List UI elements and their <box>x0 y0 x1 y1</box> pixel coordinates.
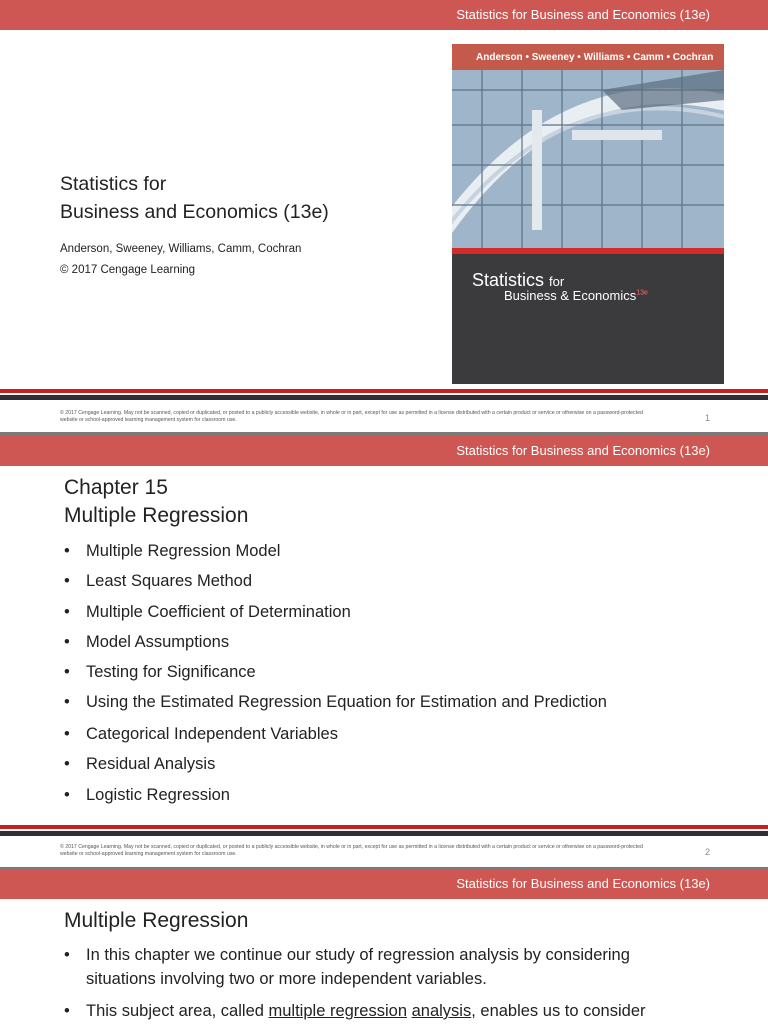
footer-red-line <box>0 389 768 393</box>
chapter-number: Chapter 15 <box>64 476 168 499</box>
footer-copyright: © 2017 Cengage Learning. May not be scanned, copied or duplicated, or posted to a publicly accessible website, in whole or in part, except for use as permitted in a license distributed with a certain product or service or otherwise on a password-protected website or school-approved learning management system for classroom use. <box>60 844 643 857</box>
cover-red-stripe <box>452 248 724 254</box>
list-item: • Categorical Independent Variables <box>64 725 607 755</box>
chapter-title: Multiple Regression <box>64 504 249 527</box>
footer-red-line <box>0 825 768 829</box>
list-item: • Logistic Regression <box>64 786 607 816</box>
cover-header <box>452 44 724 70</box>
header-title: Statistics for Business and Economics (13e) <box>456 876 710 891</box>
slide-title: Multiple Regression <box>64 909 249 932</box>
list-item <box>64 999 704 1023</box>
copyright: © 2017 Cengage Learning <box>60 264 196 276</box>
slide-header-bar <box>0 869 768 899</box>
chapter-heading <box>64 474 248 530</box>
content-list <box>64 943 704 1023</box>
list-item: • Residual Analysis <box>64 755 607 785</box>
page-number: 1 <box>704 413 710 423</box>
footer-dark-line <box>0 395 768 400</box>
topic-list <box>64 542 607 816</box>
cover-authors: Anderson • Sweeney • Williams • Camm • Cochran <box>476 52 714 63</box>
header-title: Statistics for Business and Economics (13e) <box>456 443 710 458</box>
list-item: • Model Assumptions <box>64 633 607 663</box>
term-analysis: analysis <box>411 1002 472 1020</box>
cover-title-sub <box>504 288 648 303</box>
slide-header-bar <box>0 0 768 30</box>
list-item: • Multiple Coefficient of Determination <box>64 603 607 633</box>
slide-1 <box>0 0 768 432</box>
list-item: • Using the Estimated Regression Equation for Estimation and Prediction <box>64 693 607 725</box>
list-item: • In this chapter we continue our study of regression analysis by considering situations involving two or more independent variables. <box>64 943 704 991</box>
term-multiple-regression: multiple regression <box>268 1002 407 1020</box>
header-title: Statistics for Business and Economics (13e) <box>456 7 710 22</box>
title-line-1: Statistics for <box>60 173 167 195</box>
book-cover-image <box>452 44 724 384</box>
footer-copyright: © 2017 Cengage Learning. May not be scanned, copied or duplicated, or posted to a publicly accessible website, in whole or in part, except for use as permitted in a license distributed with a certain product or service or otherwise on a password-protected website or school-approved learning management system for classroom use. <box>60 410 643 423</box>
bullet-text-suffix: , enables us to consider <box>471 1002 646 1020</box>
cover-title-word: Statistics <box>472 270 545 290</box>
footer-dark-line <box>0 831 768 836</box>
list-item: • Testing for Significance <box>64 663 607 693</box>
list-item: • Least Squares Method <box>64 572 607 602</box>
authors: Anderson, Sweeney, Williams, Camm, Cochran <box>60 243 302 255</box>
title-line-2: Business and Economics (13e) <box>60 201 329 223</box>
page-number: 2 <box>704 847 710 857</box>
slide-title <box>60 170 329 226</box>
cover-subtitle: Business & Economics <box>504 288 637 303</box>
cover-photo <box>452 70 724 248</box>
list-item: • Multiple Regression Model <box>64 542 607 572</box>
cover-title-for: for <box>549 274 565 289</box>
bullet-text-prefix: This subject area, called <box>86 1002 269 1020</box>
slide-2 <box>0 436 768 867</box>
architecture-illustration <box>452 70 724 248</box>
slide-3 <box>0 869 768 1024</box>
slide-header-bar <box>0 436 768 466</box>
cover-edition: 13e <box>636 289 648 297</box>
